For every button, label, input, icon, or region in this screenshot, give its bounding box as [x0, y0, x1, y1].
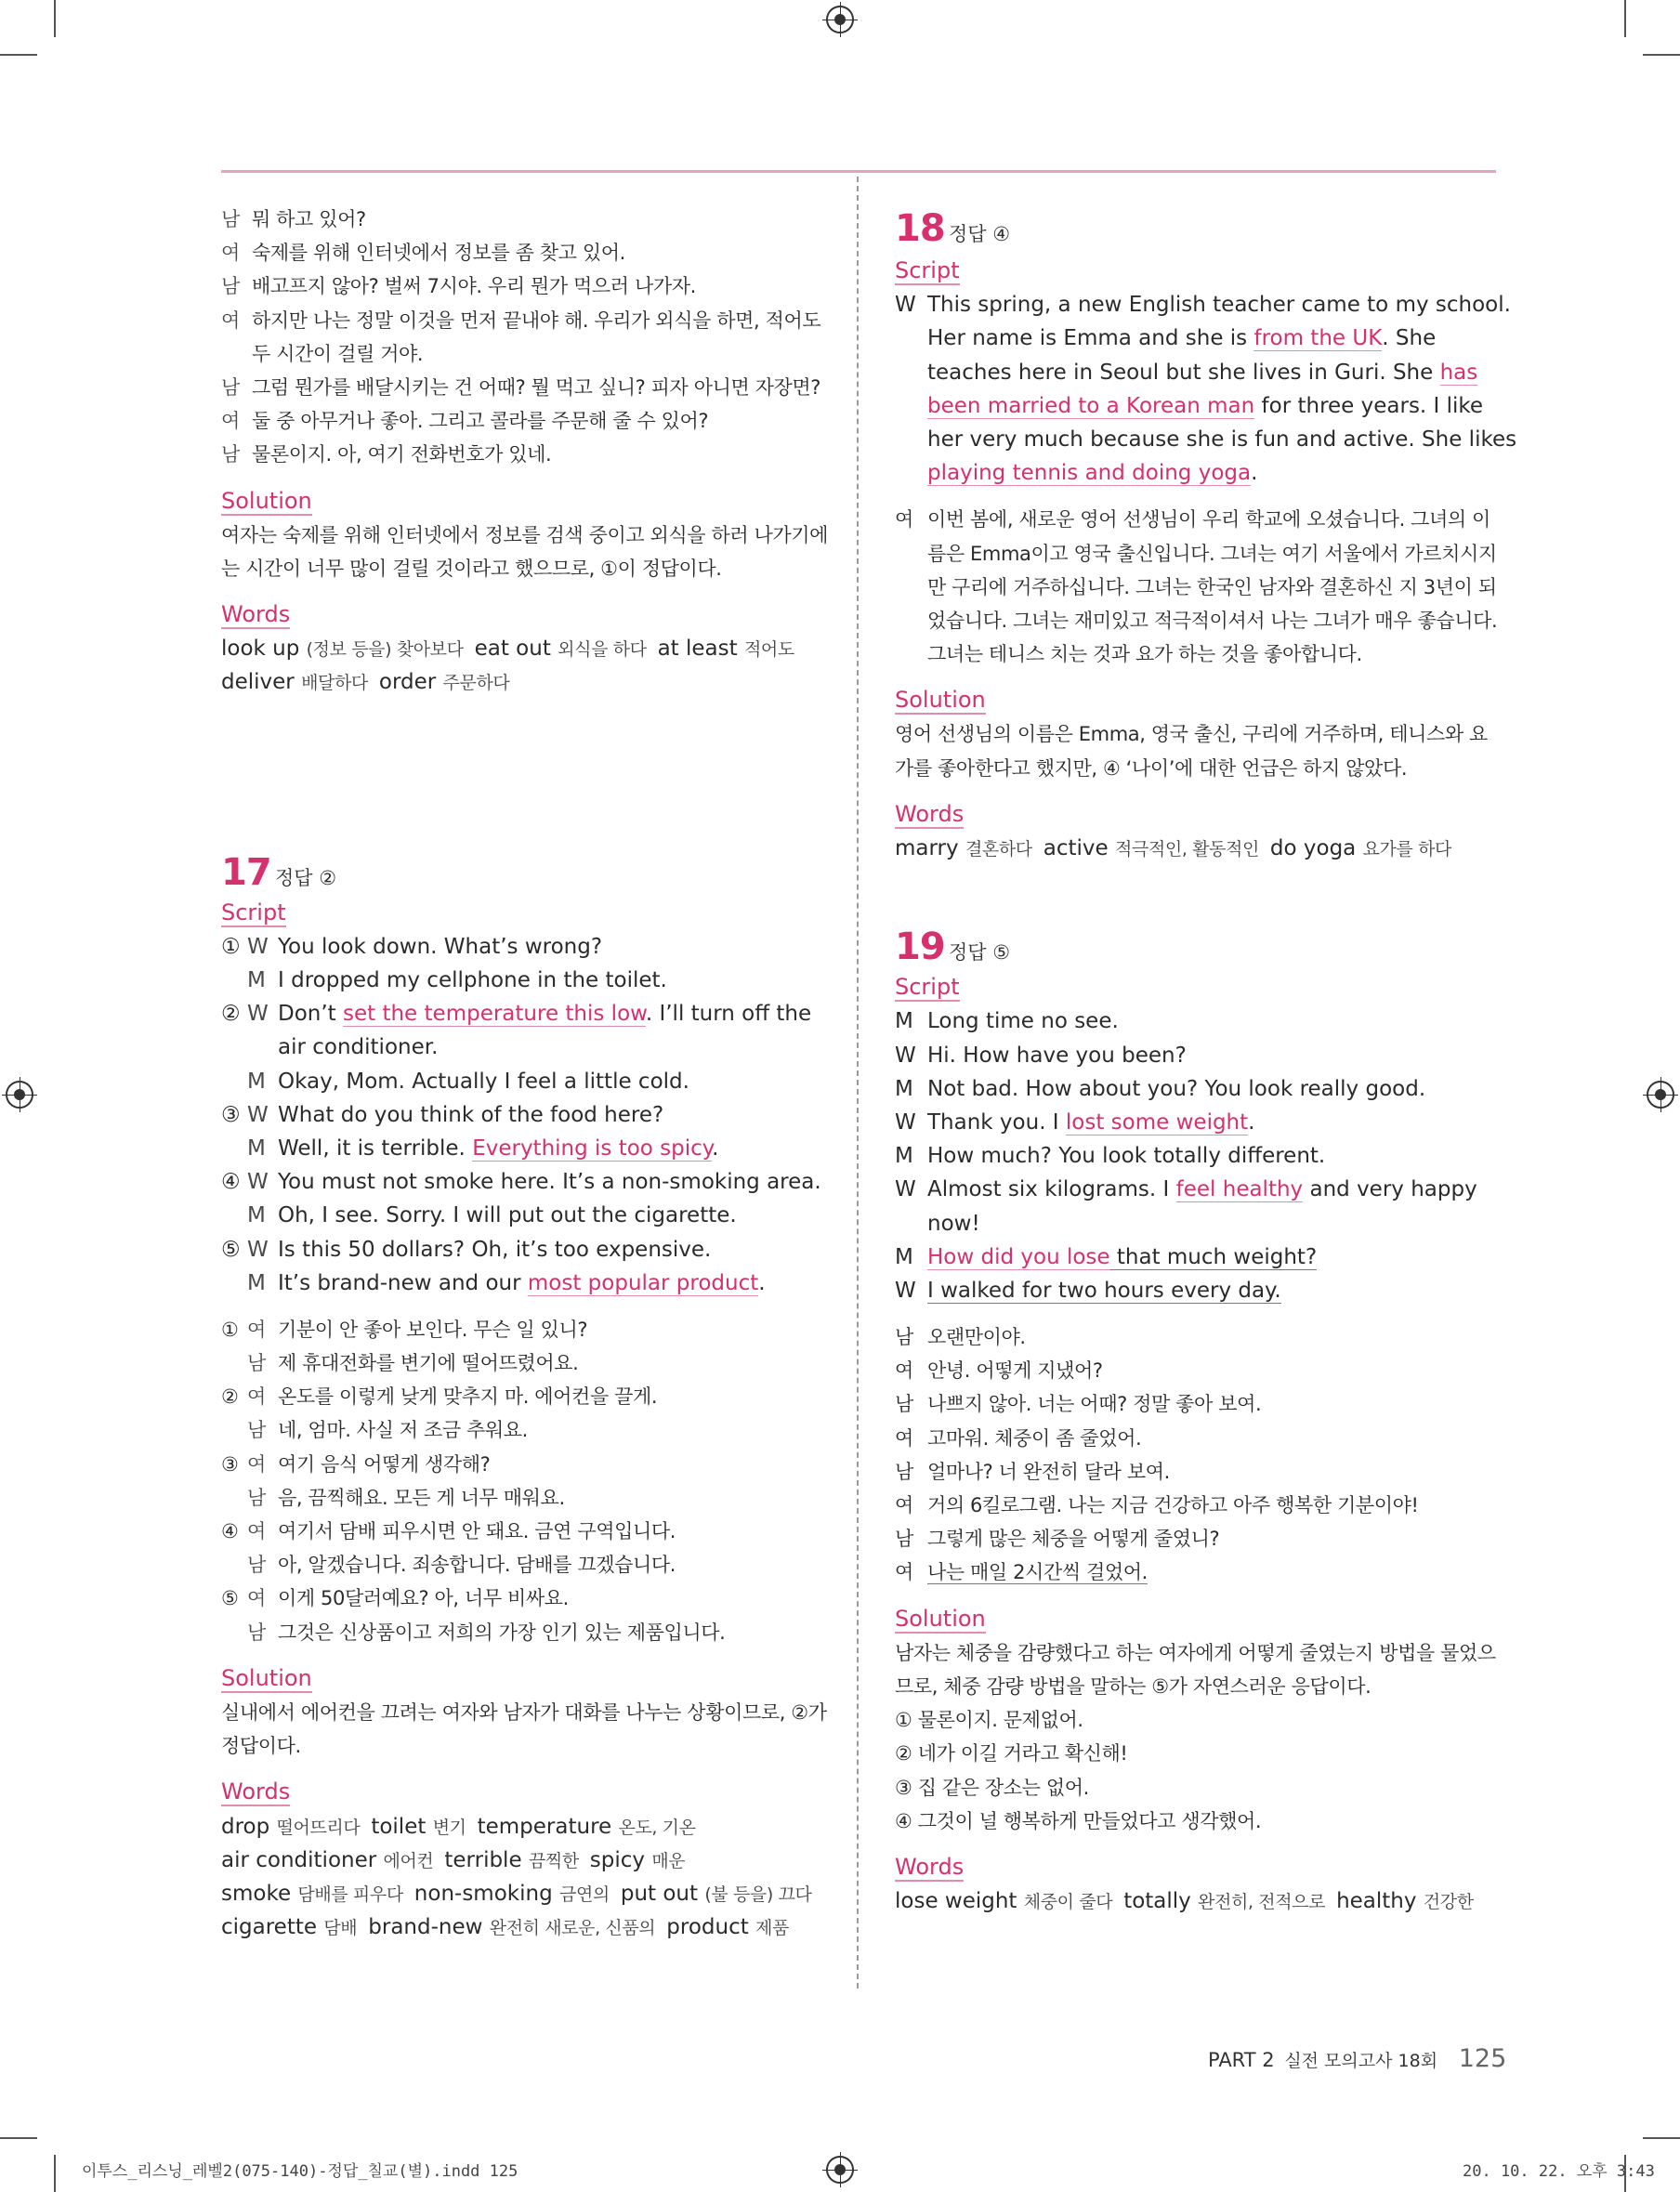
- translation-line: 남 얼마나? 너 완전히 달라 보여.: [895, 1460, 1170, 1483]
- registration-mark-icon: [6, 1081, 33, 1109]
- translation-line: 여 거의 6킬로그램. 나는 지금 건강하고 아주 행복한 기분이야!: [895, 1494, 1419, 1516]
- words-heading: Words: [221, 601, 291, 628]
- solution-line: 실내에서 에어컨을 끄려는 여자와 남자가 대화를 나누는 상황이므로, ②가: [221, 1700, 827, 1724]
- translation-line: 남 오랜만이야.: [895, 1326, 1026, 1349]
- words-line: lose weight 체중이 줄다 totally 완전히, 전적으로 healthy 건강한: [895, 1889, 1474, 1914]
- q17-header: [221, 848, 825, 897]
- translation-line: 남 나쁘지 않아. 너는 어때? 정말 좋아 보여.: [895, 1393, 1262, 1416]
- dialog-line: 여 숙제를 위해 인터넷에서 정보를 좀 찾고 있어.: [221, 242, 625, 265]
- dialog-line: 여 하지만 나는 정말 이것을 먼저 끝내야 해. 우리가 외식을 하면, 적어도: [221, 308, 821, 332]
- registration-mark-icon: [826, 2156, 854, 2184]
- words-line: smoke 담배를 피우다 non-smoking 금연의 put out (불 등을) 끄다: [221, 1881, 812, 1906]
- crop-mark: [0, 54, 37, 56]
- slug-date: 20. 10. 22. 오후 3:43: [1463, 2162, 1655, 2181]
- solution-line: 여자는 숙제를 위해 인터넷에서 정보를 검색 중이고 외식을 하러 나가기에: [221, 523, 829, 546]
- script-line: W This spring, a new English teacher came to my school.: [895, 293, 1511, 318]
- dialog-line: 남 뭐 하고 있어?: [221, 208, 366, 230]
- translation-line: ④ 여 여기서 담배 피우시면 안 돼요. 금연 구역입니다.: [221, 1520, 676, 1542]
- solution-heading: Solution: [221, 487, 312, 514]
- words-heading: Words: [895, 800, 965, 827]
- script-line: playing tennis and doing yoga.: [927, 461, 1258, 486]
- script-line: been married to a Korean man for three years. I like: [927, 393, 1484, 418]
- words-line: marry 결혼하다 active 적극적인, 활동적인 do yoga 요가를 하다: [895, 836, 1452, 860]
- translation-line: 름은 Emma이고 영국 출신입니다. 그녀는 여기 서울에서 가르치시지: [927, 542, 1497, 565]
- solution-heading: Solution: [221, 1664, 312, 1691]
- script-line: ② W Don’t set the temperature this low. I’ll turn off the: [221, 1002, 812, 1027]
- script-line: ① W You look down. What’s wrong?: [221, 934, 603, 959]
- crop-mark: [0, 2137, 37, 2139]
- answer-label: 정답 ②: [275, 866, 337, 889]
- solution-line: ③ 집 같은 장소는 없어.: [895, 1776, 1089, 1799]
- answer-label: 정답 ⑤: [949, 941, 1011, 965]
- translation-line: 남 그렇게 많은 체중을 어떻게 줄였니?: [895, 1528, 1220, 1551]
- words-line: deliver 배달하다 order 주문하다: [221, 670, 510, 695]
- solution-heading: Solution: [895, 1605, 986, 1632]
- words-line: cigarette 담배 brand-new 완전히 새로운, 신품의 product 제품: [221, 1915, 789, 1940]
- script-line: W Almost six kilograms. I feel healthy and very happy: [895, 1177, 1477, 1202]
- script-line: M Not bad. How about you? You look really good.: [895, 1076, 1426, 1101]
- solution-line: ② 네가 이길 거라고 확신해!: [895, 1742, 1128, 1765]
- crop-mark: [54, 2155, 56, 2192]
- question-number: 17: [221, 850, 271, 894]
- translation-line: ① 여 기분이 안 좋아 보인다. 무슨 일 있니?: [221, 1318, 588, 1341]
- page-footer: [1208, 2044, 1507, 2073]
- script-line: W I walked for two hours every day.: [895, 1278, 1281, 1303]
- script-line: now!: [927, 1211, 980, 1236]
- script-line: ④ W You must not smoke here. It’s a non-smoking area.: [221, 1170, 821, 1195]
- script-line: her very much because she is fun and active. She likes: [927, 427, 1517, 452]
- header-rule: [221, 170, 1496, 173]
- script-line: M Long time no see.: [895, 1009, 1119, 1034]
- script-line: air conditioner.: [278, 1035, 439, 1060]
- slug-filename: 이투스_리스닝_레벨2(075-140)-정답_칠교(별).indd 125: [82, 2162, 518, 2181]
- crop-mark: [1643, 54, 1680, 56]
- solution-line: ④ 그것이 널 행복하게 만들었다고 생각했어.: [895, 1809, 1262, 1832]
- words-line: look up (정보 등을) 찾아보다 eat out 외식을 하다 at least 적어도: [221, 637, 794, 662]
- script-heading: Script: [895, 974, 960, 1001]
- script-line: teaches here in Seoul but she lives in Guri. She has: [927, 360, 1478, 385]
- words-line: air conditioner 에어컨 terrible 끔찍한 spicy 매운: [221, 1847, 686, 1872]
- script-line: ⑤ W Is this 50 dollars? Oh, it’s too expensive.: [221, 1237, 712, 1262]
- solution-line: 므로, 체중 감량 방법을 말하는 ⑤가 자연스러운 응답이다.: [895, 1674, 1372, 1698]
- question-number: 18: [895, 207, 945, 250]
- translation-line: 남 네, 엄마. 사실 저 조금 추워요.: [247, 1419, 528, 1442]
- translation-line: 남 그것은 신상품이고 저희의 가장 인기 있는 제품입니다.: [247, 1621, 726, 1644]
- script-line: ③ W What do you think of the food here?: [221, 1102, 664, 1127]
- translation-line: ⑤ 여 이게 50달러예요? 아, 너무 비싸요.: [221, 1587, 569, 1610]
- solution-line: 영어 선생님의 이름은 Emma, 영국 출신, 구리에 거주하며, 테니스와 요: [895, 723, 1488, 746]
- solution-heading: Solution: [895, 687, 986, 714]
- script-line: W Thank you. I lost some weight.: [895, 1109, 1255, 1135]
- translation-line: 여 나는 매일 2시간씩 걸었어.: [895, 1561, 1148, 1584]
- q16-korean-dialog: [221, 203, 825, 472]
- translation-line: 만 구리에 거주하십니다. 그녀는 한국인 남자와 결혼하신 지 3년이 되: [927, 575, 1497, 598]
- solution-line: ① 물론이지. 문제없어.: [895, 1709, 1083, 1732]
- solution-line: 가를 좋아한다고 했지만, ④ ‘나이’에 대한 언급은 하지 않았다.: [895, 756, 1408, 780]
- translation-line: 여 고마워. 체중이 좀 줄었어.: [895, 1426, 1142, 1450]
- registration-mark-icon: [826, 6, 854, 33]
- translation-line: ③ 여 여기 음식 어떻게 생각해?: [221, 1452, 491, 1476]
- words-heading: Words: [221, 1779, 291, 1805]
- translation-line: 었습니다. 그녀는 재미있고 적극적이셔서 나는 그녀가 매우 좋습니다.: [927, 609, 1498, 632]
- solution-line: 는 시간이 너무 많이 걸릴 것이라고 했으므로, ①이 정답이다.: [221, 557, 722, 580]
- q19-header: [895, 923, 1494, 971]
- solution-line: 정답이다.: [221, 1735, 301, 1758]
- crop-mark: [1643, 2137, 1680, 2139]
- translation-line: 그녀는 테니스 치는 것과 요가 하는 것을 좋아합니다.: [927, 643, 1362, 666]
- script-line: M How much? You look totally different.: [895, 1144, 1326, 1169]
- answer-label: 정답 ④: [949, 223, 1011, 245]
- question-number: 19: [895, 925, 945, 969]
- registration-mark-icon: [1647, 1081, 1674, 1109]
- script-heading: Script: [895, 257, 960, 283]
- script-line: Her name is Emma and she is from the UK. She: [927, 326, 1437, 351]
- translation-line: ② 여 온도를 이렇게 낮게 맞추지 마. 에어컨을 끌게.: [221, 1385, 658, 1409]
- crop-mark: [1624, 0, 1626, 37]
- words-line: drop 떨어뜨리다 toilet 변기 temperature 온도, 기온: [221, 1814, 696, 1839]
- page-number: 125: [1458, 2044, 1507, 2073]
- left-column: [221, 203, 829, 1944]
- footer-title: 실전 모의고사 18회: [1284, 2051, 1438, 2071]
- q18-header: [895, 203, 1494, 255]
- solution-line: 남자는 체중을 감량했다고 하는 여자에게 어떻게 줄였는지 방법을 물었으: [895, 1641, 1496, 1664]
- script-line: M It’s brand-new and our most popular product.: [247, 1270, 766, 1295]
- translation-line: 여 이번 봄에, 새로운 영어 선생님이 우리 학교에 오셨습니다. 그녀의 이: [895, 508, 1490, 532]
- dialog-line: 남 물론이지. 아, 여기 전화번호가 있네.: [221, 443, 552, 466]
- words-heading: Words: [895, 1853, 965, 1880]
- footer-part: PART 2: [1208, 2049, 1275, 2071]
- translation-line: 여 안녕. 어떻게 지냈어?: [895, 1359, 1103, 1383]
- column-divider: [857, 177, 859, 1989]
- script-line: M How did you lose that much weight?: [895, 1244, 1318, 1269]
- script-line: M Okay, Mom. Actually I feel a little cold.: [247, 1069, 689, 1094]
- dialog-line: 남 그럼 뭔가를 배달시키는 건 어때? 뭘 먹고 싶니? 피자 아니면 자장면?: [221, 375, 821, 399]
- translation-line: 남 아, 알겠습니다. 죄송합니다. 담배를 끄겠습니다.: [247, 1554, 676, 1577]
- script-line: M Oh, I see. Sorry. I will put out the cigarette.: [247, 1203, 737, 1228]
- dialog-line: 여 둘 중 아무거나 좋아. 그리고 콜라를 주문해 줄 수 있어?: [221, 410, 709, 433]
- script-line: W Hi. How have you been?: [895, 1043, 1187, 1068]
- dialog-line: 남 배고프지 않아? 벌써 7시야. 우리 뭔가 먹으러 나가자.: [221, 275, 696, 298]
- crop-mark: [54, 0, 56, 37]
- script-line: M I dropped my cellphone in the toilet.: [247, 968, 667, 992]
- translation-line: 남 제 휴대전화를 변기에 떨어뜨렸어요.: [247, 1352, 579, 1375]
- translation-line: 남 음, 끔찍해요. 모든 게 너무 매워요.: [247, 1486, 565, 1509]
- script-line: M Well, it is terrible. Everything is too spicy.: [247, 1135, 719, 1161]
- dialog-line: 두 시간이 걸릴 거야.: [252, 342, 424, 365]
- script-heading: Script: [221, 899, 286, 925]
- right-column: [895, 203, 1517, 1918]
